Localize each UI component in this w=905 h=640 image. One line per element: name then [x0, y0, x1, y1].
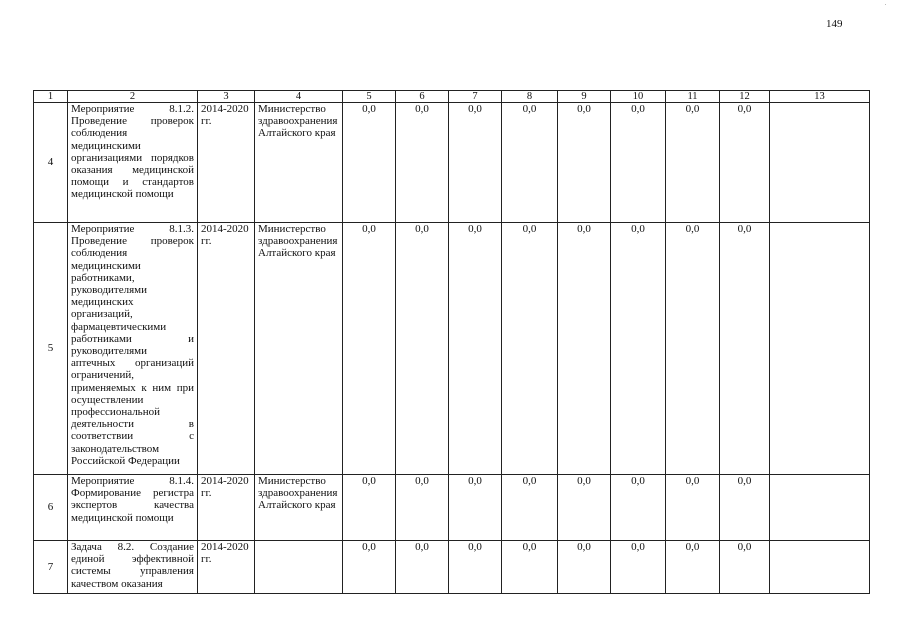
notes-cell [770, 541, 870, 594]
row-number: 4 [34, 103, 68, 223]
value-cell: 0,0 [502, 223, 558, 475]
table-row [34, 223, 870, 475]
value-cell: 0,0 [558, 103, 611, 223]
table-row [34, 475, 870, 541]
executor-cell [255, 541, 343, 594]
value-cell: 0,0 [611, 103, 666, 223]
period-cell: 2014-2020 гг. [198, 475, 255, 541]
value-cell: 0,0 [720, 475, 770, 541]
value-cell: 0,0 [558, 541, 611, 594]
value-cell: 0,0 [343, 475, 396, 541]
header-cell: 10 [611, 91, 666, 103]
value-cell: 0,0 [343, 541, 396, 594]
value-cell: 0,0 [611, 475, 666, 541]
header-cell: 9 [558, 91, 611, 103]
program-table [33, 90, 870, 594]
period-cell: 2014-2020 гг. [198, 103, 255, 223]
measure-description: Мероприятие 8.1.3. Проведение проверок соблюдения медицинскими работниками, руководителями медицинских организаций, фармацевтическими работниками и руководителями аптечных организаций ограничений, применяемых к ним при осуществлении профессиональной деятельности в соответствии с законодательством Российской Федерации [68, 223, 198, 475]
header-cell: 5 [343, 91, 396, 103]
header-cell: 2 [68, 91, 198, 103]
value-cell: 0,0 [396, 541, 449, 594]
task-description: Задача 8.2. Создание единой эффективной системы управления качеством оказания [68, 541, 198, 594]
value-cell: 0,0 [502, 475, 558, 541]
header-cell: 6 [396, 91, 449, 103]
value-cell: 0,0 [343, 223, 396, 475]
table-row [34, 103, 870, 223]
value-cell: 0,0 [502, 103, 558, 223]
value-cell: 0,0 [396, 223, 449, 475]
value-cell: 0,0 [611, 223, 666, 475]
value-cell: 0,0 [720, 223, 770, 475]
row-number: 6 [34, 475, 68, 541]
header-cell: 7 [449, 91, 502, 103]
value-cell: 0,0 [611, 541, 666, 594]
value-cell: 0,0 [720, 541, 770, 594]
period-cell: 2014-2020 гг. [198, 223, 255, 475]
measure-description: Мероприятие 8.1.4. Формирование регистра экспертов качества медицинской помощи [68, 475, 198, 541]
scan-artifact [885, 4, 886, 5]
executor-cell: Министерство здравоохранения Алтайского края [255, 223, 343, 475]
value-cell: 0,0 [396, 475, 449, 541]
measure-description: Мероприятие 8.1.2. Проведение проверок соблюдения медицинскими организациями порядков оказания медицинской помощи и стандартов медицинской помощи [68, 103, 198, 223]
value-cell: 0,0 [666, 103, 720, 223]
notes-cell [770, 223, 870, 475]
value-cell: 0,0 [558, 475, 611, 541]
executor-cell: Министерство здравоохранения Алтайского края [255, 475, 343, 541]
value-cell: 0,0 [666, 475, 720, 541]
value-cell: 0,0 [666, 223, 720, 475]
period-cell: 2014-2020 гг. [198, 541, 255, 594]
header-row [34, 91, 870, 103]
value-cell: 0,0 [343, 103, 396, 223]
value-cell: 0,0 [666, 541, 720, 594]
executor-cell: Министерство здравоохранения Алтайского края [255, 103, 343, 223]
header-cell: 13 [770, 91, 870, 103]
header-cell: 12 [720, 91, 770, 103]
table-row [34, 541, 870, 594]
value-cell: 0,0 [449, 475, 502, 541]
value-cell: 0,0 [396, 103, 449, 223]
header-cell: 11 [666, 91, 720, 103]
header-cell: 8 [502, 91, 558, 103]
value-cell: 0,0 [558, 223, 611, 475]
value-cell: 0,0 [502, 541, 558, 594]
header-cell: 3 [198, 91, 255, 103]
value-cell: 0,0 [449, 223, 502, 475]
header-cell: 1 [34, 91, 68, 103]
header-cell: 4 [255, 91, 343, 103]
page-number: 149 [826, 18, 843, 30]
value-cell: 0,0 [720, 103, 770, 223]
row-number: 7 [34, 541, 68, 594]
notes-cell [770, 475, 870, 541]
row-number: 5 [34, 223, 68, 475]
value-cell: 0,0 [449, 103, 502, 223]
value-cell: 0,0 [449, 541, 502, 594]
notes-cell [770, 103, 870, 223]
